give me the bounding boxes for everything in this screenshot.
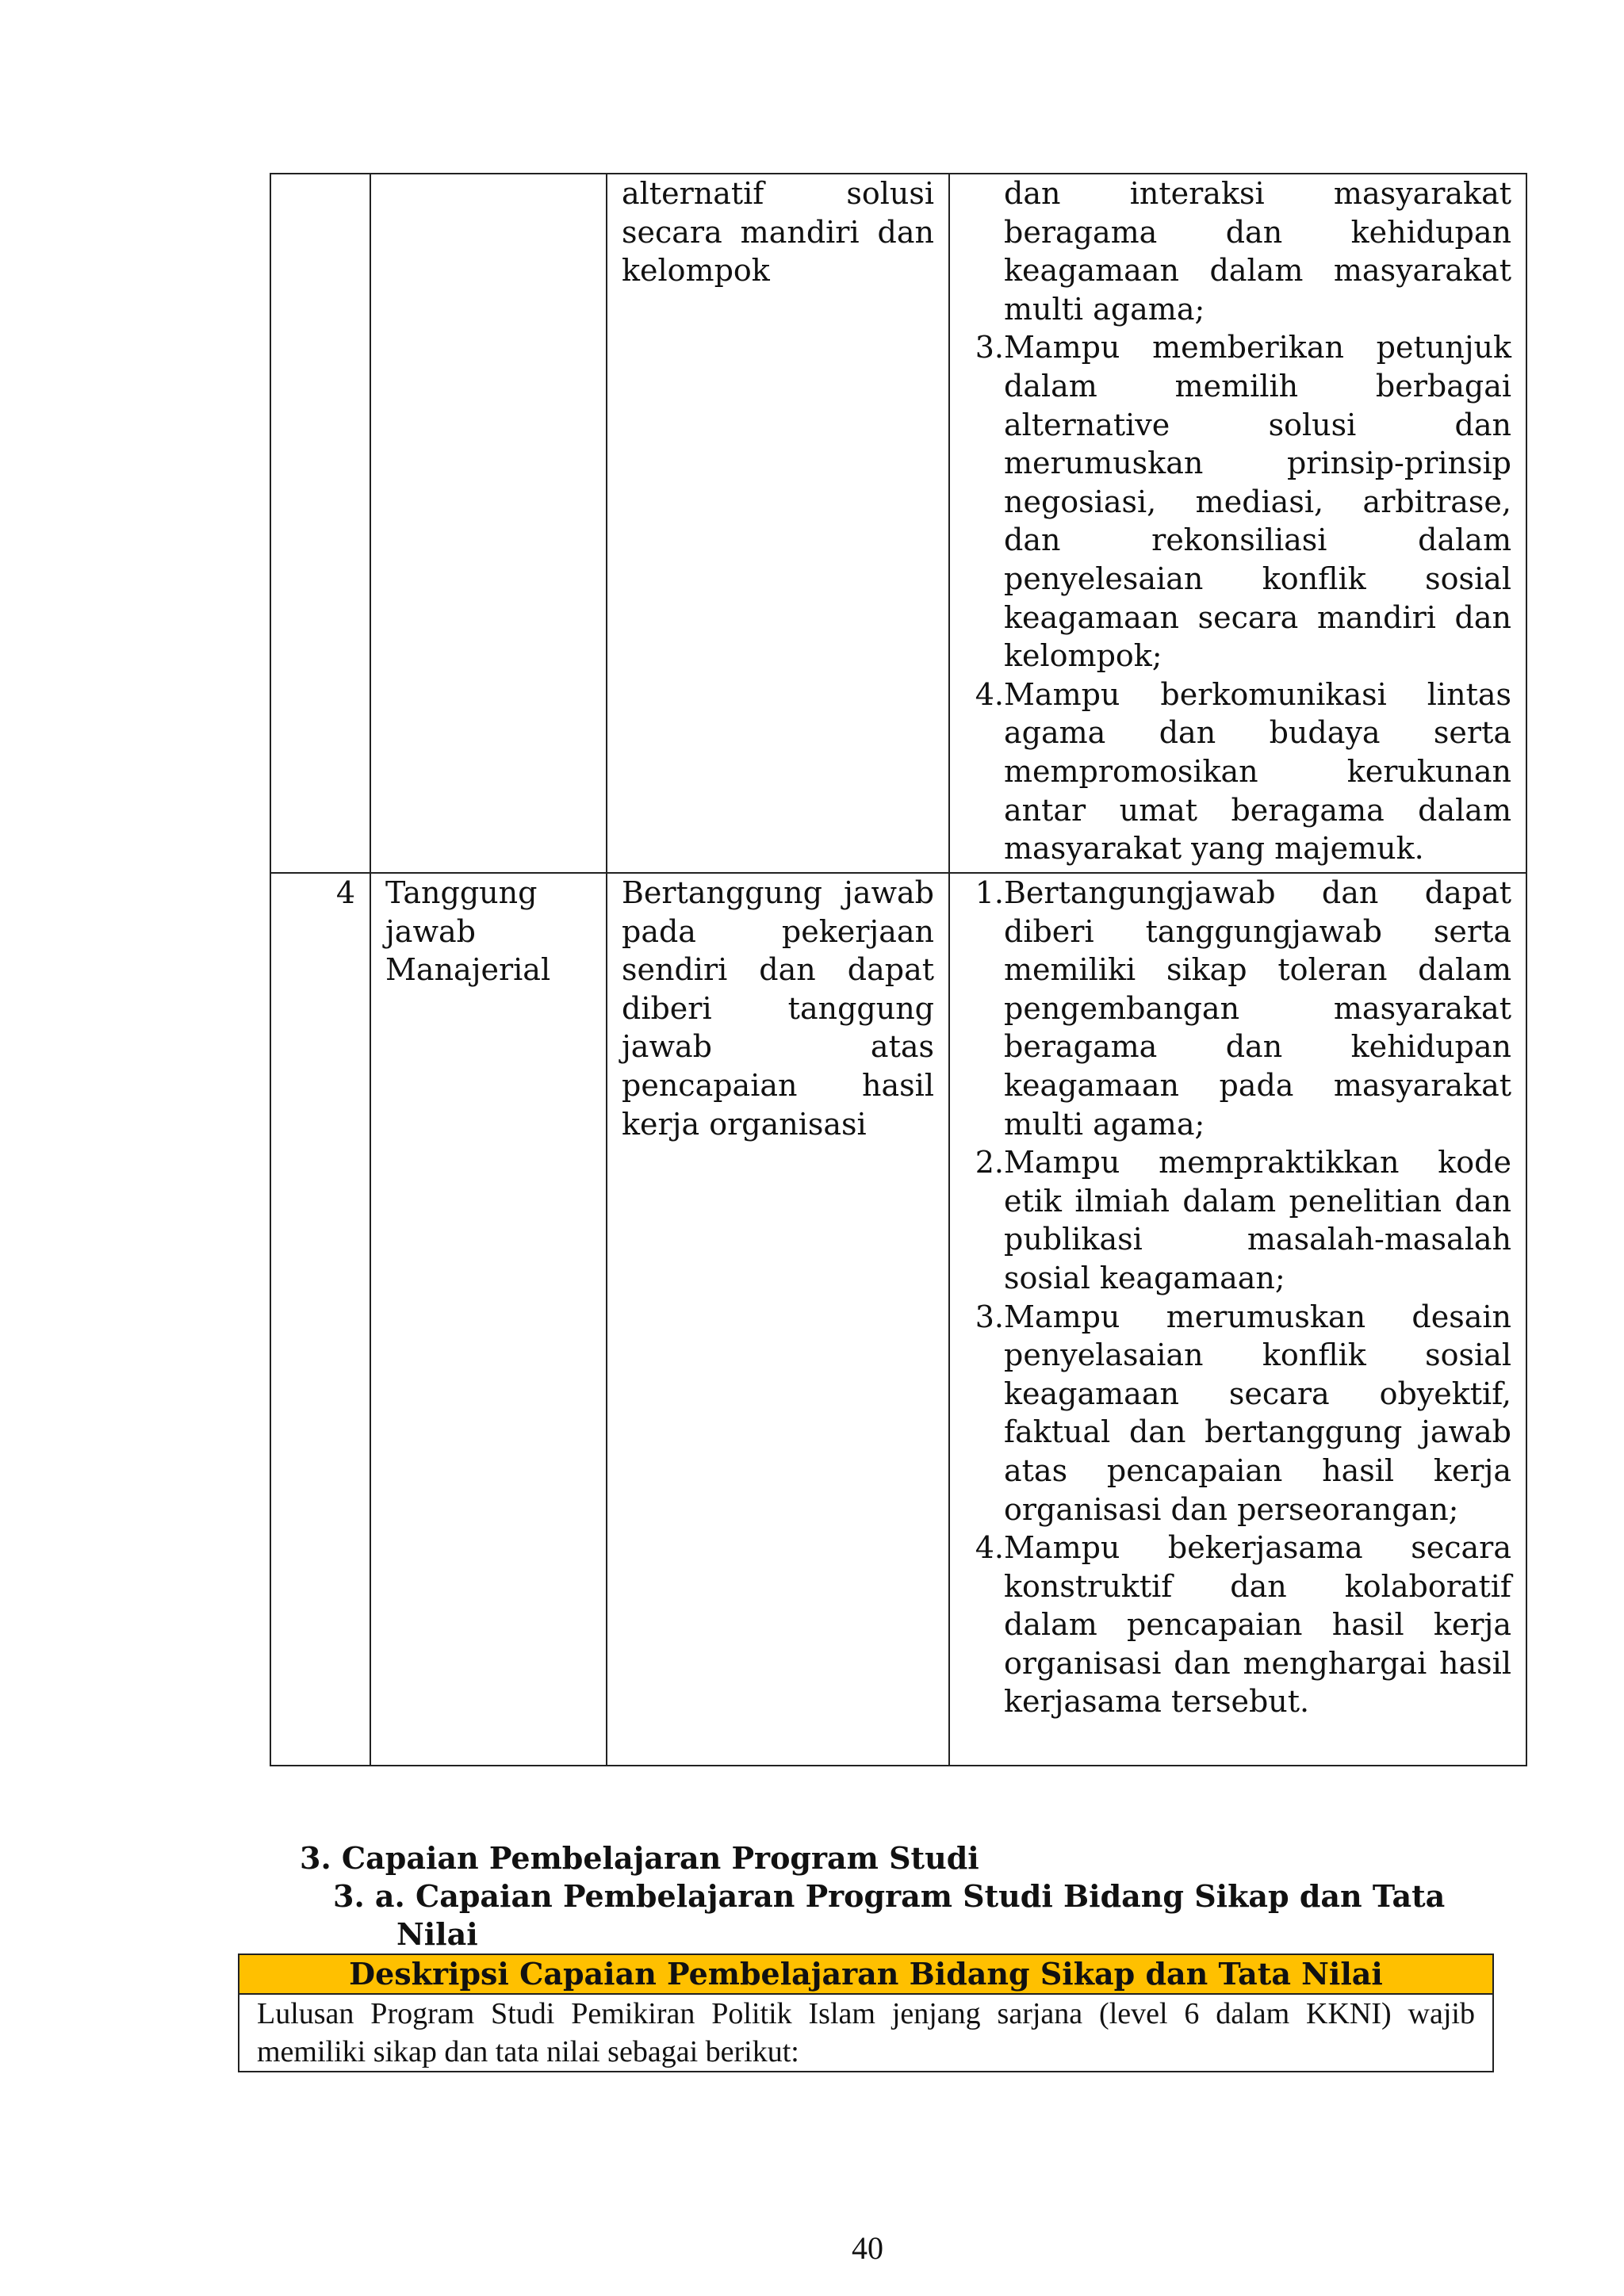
cell-number: 4: [270, 873, 370, 1766]
subsection-heading: 3. a. Capaian Pembelajaran Program Studi Bidang Sikap dan Tata: [333, 1878, 1446, 1914]
list-item: [964, 174, 1511, 328]
list-item: [964, 874, 1511, 1143]
outcome-text: dan interaksi masyarakat beragama dan kehidupan keagamaan dalam masyarakat multi agama;: [1004, 176, 1511, 327]
outcome-text: Mampu memberikan petunjuk dalam memilih berbagai alternative solusi dan merumuskan prinsip-prinsip negosiasi, mediasi, arbitrase, dan rekonsiliasi dalam penyelesaian konflik sosial keagamaan secara mandiri dan kelompok;: [1004, 330, 1511, 674]
page-number: 40: [852, 2230, 883, 2266]
list-item: [964, 675, 1511, 868]
list-item: [964, 328, 1511, 675]
outcome-number: 4.: [975, 676, 1004, 712]
table-row: [239, 1954, 1493, 1994]
cell-description: Bertanggung jawab pada pekerjaan sendiri dan dapat diberi tanggung jawab atas pencapaian hasil kerja organisasi: [607, 873, 949, 1766]
outcome-number: 1.: [975, 875, 1004, 910]
kkni-table: [270, 173, 1527, 1766]
outcome-text: Mampu bekerjasama secara konstruktif dan kolaboratif dalam pencapaian hasil kerja organisasi dan menghargai hasil kerjasama tersebut.: [1004, 1530, 1511, 1720]
outcome-text: Mampu merumuskan desain penyelasaian konflik sosial keagamaan secara obyektif, faktual dan bertanggung jawab atas pencapaian hasil kerja organisasi dan perseorangan;: [1004, 1299, 1511, 1527]
outcome-text: Mampu berkomunikasi lintas agama dan budaya serta mempromosikan kerukunan antar umat beragama dalam masyarakat yang majemuk.: [1004, 676, 1511, 867]
outcome-number: 3.: [975, 1299, 1004, 1334]
table-row: [270, 174, 1526, 873]
list-item: [964, 1529, 1511, 1721]
outcome-text: Mampu mempraktikkan kode etik ilmiah dalam penelitian dan publikasi masalah-masalah sosial keagamaan;: [1004, 1145, 1511, 1295]
cell-outcomes: [949, 873, 1526, 1766]
cell-outcomes: [949, 174, 1526, 873]
outcome-text: Bertangungjawab dan dapat diberi tanggungjawab serta memiliki sikap toleran dalam pengembangan masyarakat beragama dan kehidupan keagamaan pada masyarakat multi agama;: [1004, 875, 1511, 1142]
table-row: [270, 873, 1526, 1766]
description-table: [238, 1954, 1494, 2072]
table-row: [239, 1994, 1493, 2072]
list-item: [964, 1298, 1511, 1529]
section-heading: 3. Capaian Pembelajaran Program Studi: [300, 1840, 979, 1876]
cell-aspect: [370, 174, 607, 873]
cell-description: alternatif solusi secara mandiri dan kelompok: [607, 174, 949, 873]
outcome-list: [964, 174, 1511, 868]
outcome-list: [964, 874, 1511, 1721]
subsection-heading-continued: Nilai: [396, 1916, 478, 1952]
outcome-number: 3.: [975, 330, 1004, 365]
cell-number: [270, 174, 370, 873]
outcome-number: 2.: [975, 1145, 1004, 1181]
description-header: Deskripsi Capaian Pembelajaran Bidang Sikap dan Tata Nilai: [239, 1954, 1493, 1994]
outcome-number: 4.: [975, 1530, 1004, 1566]
list-item: [964, 1143, 1511, 1297]
cell-aspect: Tanggung jawab Manajerial: [370, 873, 607, 1766]
description-body: Lulusan Program Studi Pemikiran Politik Islam jenjang sarjana (level 6 dalam KKNI) wajib memiliki sikap dan tata nilai sebagai berikut:: [239, 1994, 1493, 2072]
